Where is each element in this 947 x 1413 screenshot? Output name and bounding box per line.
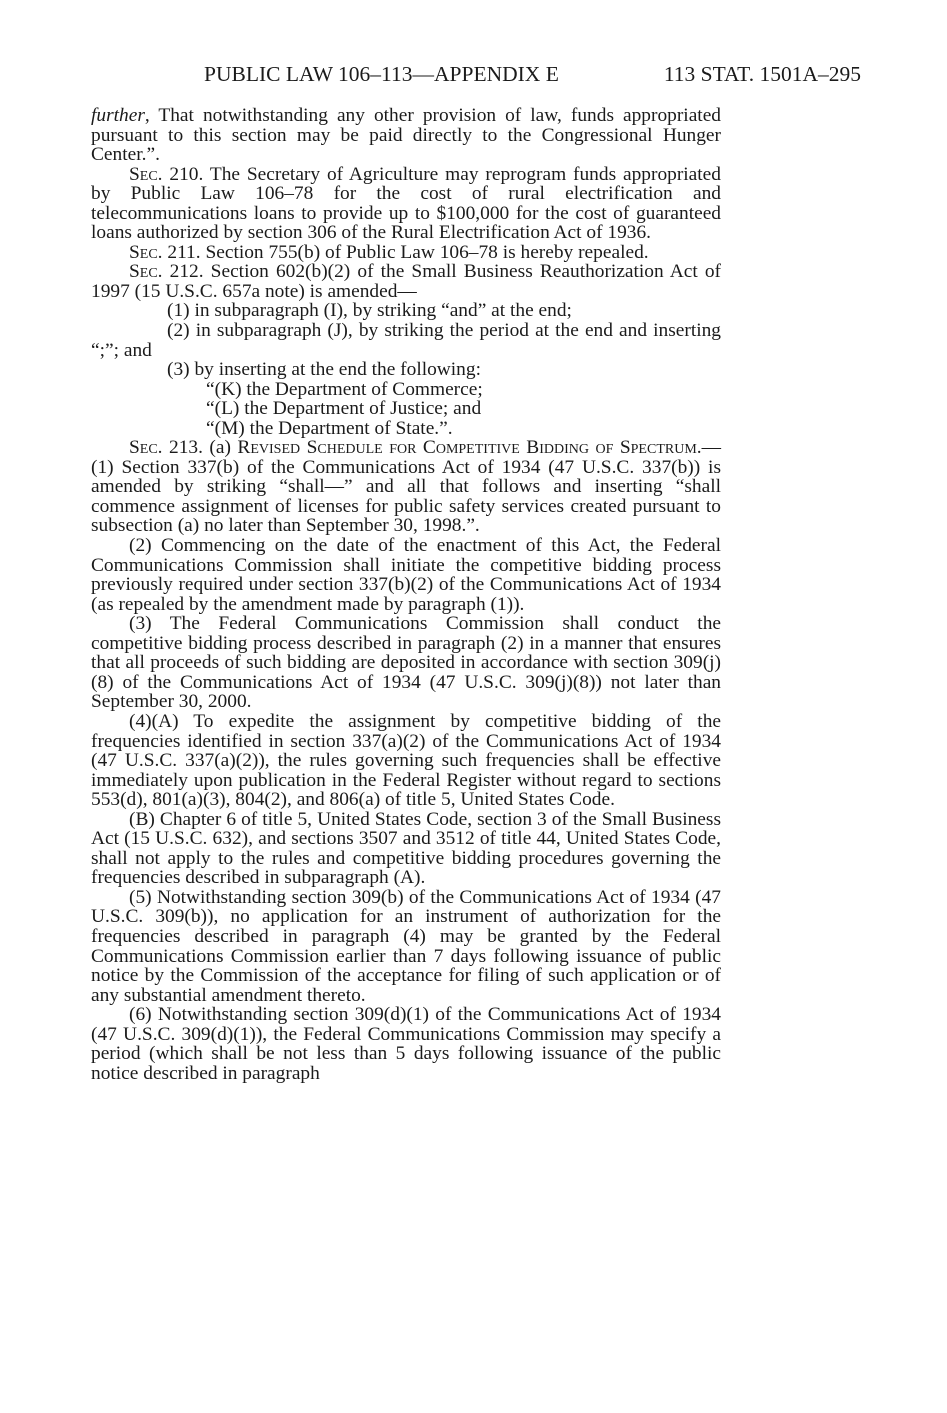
paragraph-213-2: (2) Commencing on the date of the enactment of this Act, the Federal Communications Commission shall initiate the competitive bidding process previously required under section 337(b)(2) of the Communications Act of 1934 (as repealed by the amendment made by paragraph (1)). [91,535,721,615]
paragraph-213-3: (3) The Federal Communications Commission shall conduct the competitive bidding process described in paragraph (2) in a manner that ensures that all proceeds of such bidding are deposited in accordance with section 309(j)(8) of the Communications Act of 1934 (47 U.S.C. 309(j)(8)) not later than September 30, 2000. [91,613,721,713]
paragraph-213-5: (5) Notwithstanding section 309(b) of the Communications Act of 1934 (47 U.S.C. 309(b)), no application for an instrument of authorization for the frequencies described in paragraph (4) may be granted by the Federal Communications Commission earlier than 7 days following issuance of public notice by the Commission of the acceptance for filing of such application or of any substantial amendment thereto. [91,886,721,1006]
page-body [91,106,721,1083]
section-211: Sec. 211. Section 755(b) of Public Law 106–78 is hereby repealed. [129,241,649,263]
section-number: Sec. 210. [129,163,204,185]
paragraph-213-6: (6) Notwithstanding section 309(d)(1) of the Communications Act of 1934 (47 U.S.C. 309(d)(1)), the Federal Communications Commission may specify a period (which shall be not less than 5 days following issuance of the public notice described in paragraph [91,1004,721,1084]
subparagraph-m: “(M) the Department of State.”. [206,417,453,439]
section-heading: Revised Schedule for Competitive Bidding of Spectrum. [237,437,702,459]
paragraph-213-4b: (B) Chapter 6 of title 5, United States Code, section 3 of the Small Business Act (15 U.S.C. 632), and sections 3507 and 3512 of title 44, United States Code, shall not apply to the rules and competitive bidding procedures governing the frequencies described in subparagraph (A). [91,808,721,889]
header-title: PUBLIC LAW 106–113—APPENDIX E [204,62,559,86]
section-number: Sec. 212. [129,261,204,283]
header-stat: 113 STAT. 1501A–295 [663,62,861,86]
paragraph-continuation: further, That notwithstanding any other provision of law, funds appropriated pursuant to this section may be paid directly to the Congressional Hunger Center.”. [91,105,721,166]
paragraph-1: (1) in subparagraph (I), by striking “and” at the end; [167,300,572,322]
subparagraph-l: “(L) the Department of Justice; and [206,398,482,420]
section-number: Sec. 213. [129,437,203,459]
subparagraph-k: “(K) the Department of Commerce; [206,378,483,400]
paragraph-3: (3) by inserting at the end the following: [167,359,481,381]
section-213: Sec. 213. (a) Revised Schedule for Competitive Bidding of Spectrum.—(1) Section 337(b) of the Communications Act of 1934 (47 U.S.C. 337(b)) is amended by striking “shall—” and all that follows and inserting “shall commence assignment of licenses for public safety services created pursuant to subsection (a) no later than September 30, 1998.”. [91,437,721,537]
italic-lead: further [91,105,145,126]
section-number: Sec. 211. [129,241,201,263]
running-header [90,62,864,90]
section-210: Sec. 210. The Secretary of Agriculture may reprogram funds appropriated by Public Law 106–78 for the cost of rural electrification and telecommunications loans to provide up to $100,000 for the cost of guaranteed loans authorized by section 306 of the Rural Electrification Act of 1936. [91,163,721,244]
paragraph-213-4a: (4)(A) To expedite the assignment by competitive bidding of the frequencies identified in section 337(a)(2) of the Communications Act of 1934 (47 U.S.C. 337(a)(2)), the rules governing such frequencies shall be effective immediately upon publication in the Federal Register without regard to sections 553(d), 801(a)(3), 804(2), and 806(a) of title 5, United States Code. [91,710,721,811]
paragraph-2: (2) in subparagraph (J), by striking the period at the end and inserting “;”; and [91,320,721,361]
section-212: Sec. 212. Section 602(b)(2) of the Small Business Reauthorization Act of 1997 (15 U.S.C. 657a note) is amended— [91,261,721,302]
